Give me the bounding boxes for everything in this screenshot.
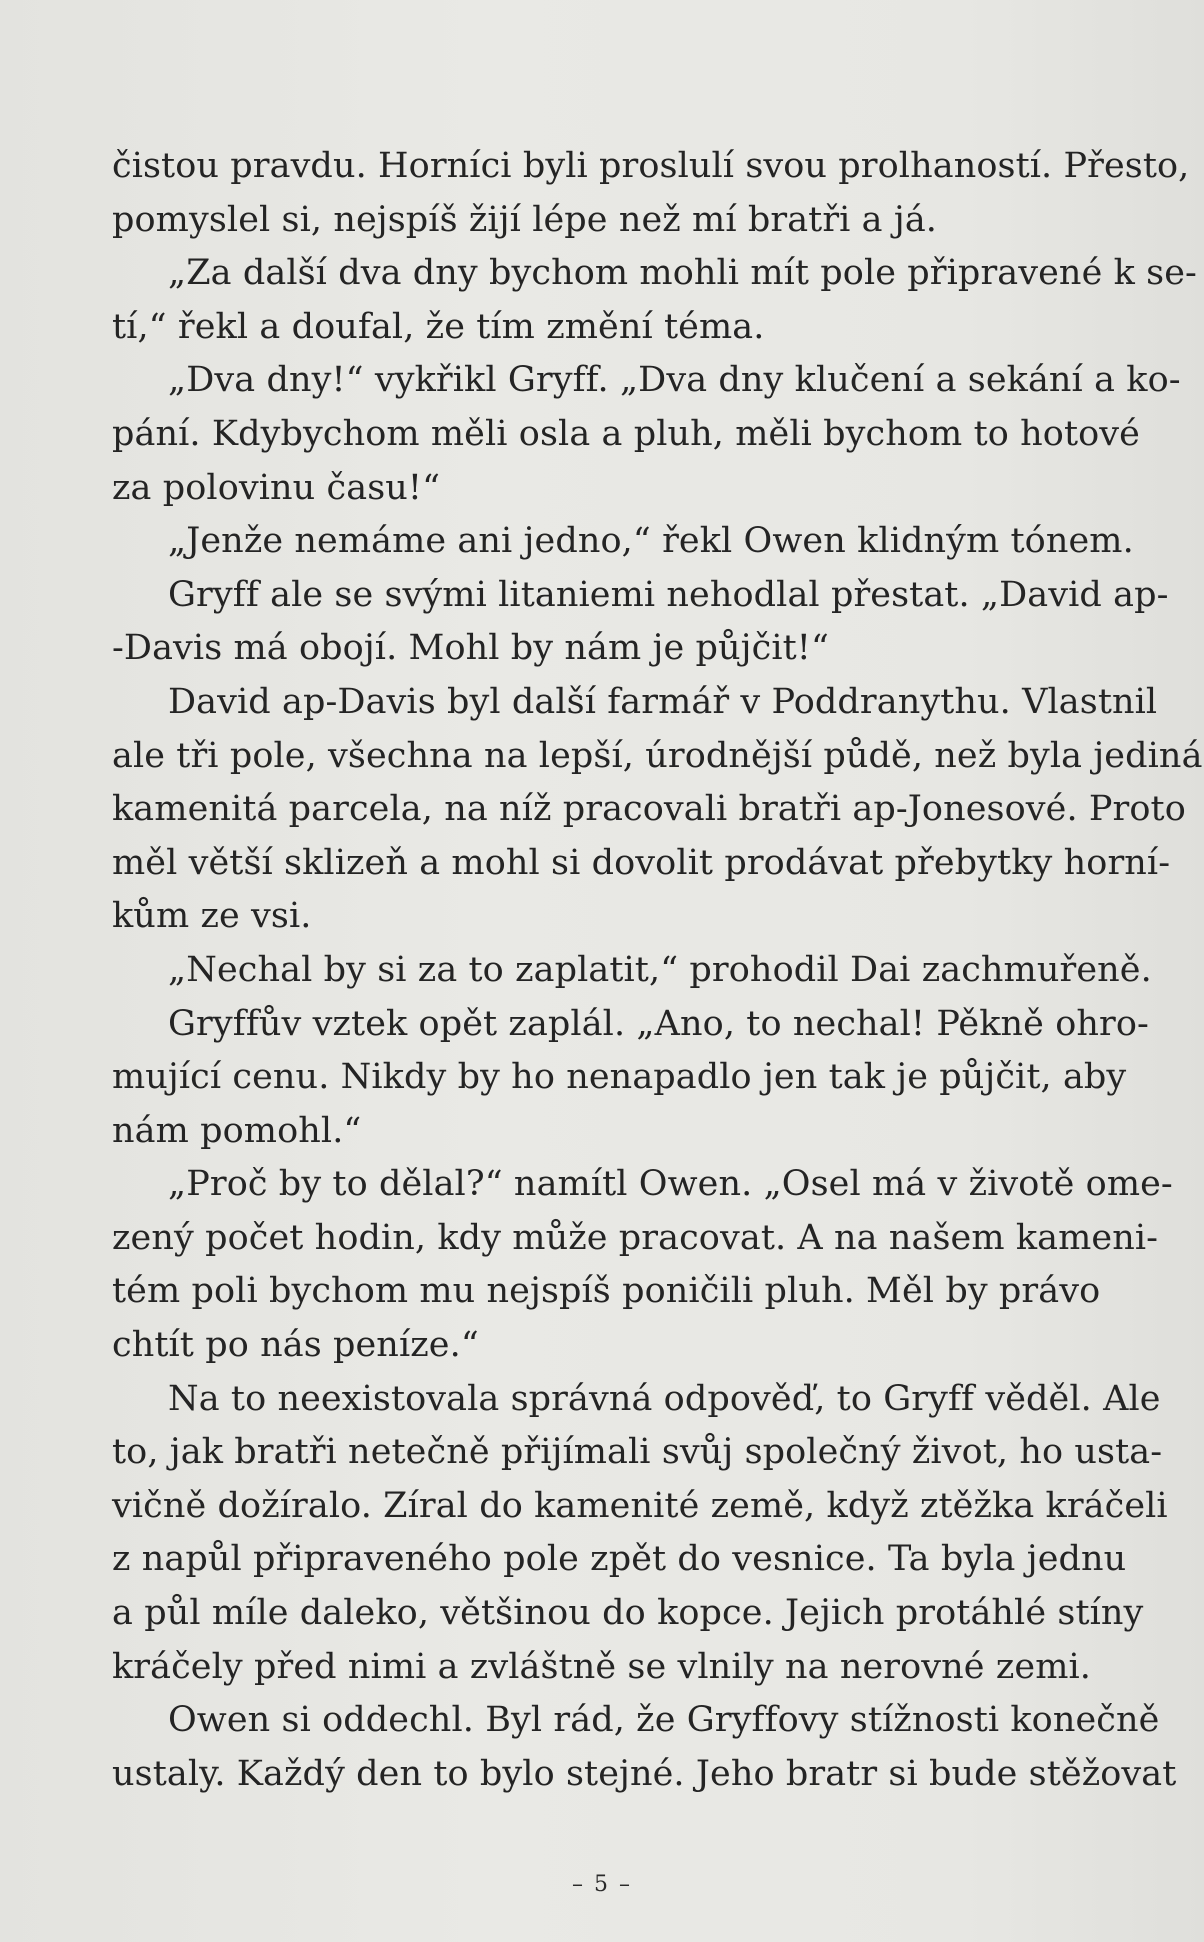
text-line: „Proč by to dělal?“ namítl Owen. „Osel má v životě ome- [168, 1164, 1173, 1205]
text-line: kamenitá parcela, na níž pracovali bratři ap-Jonesové. Proto [112, 789, 1186, 830]
text-line: pání. Kdybychom měli osla a pluh, měli bychom to hotové [112, 413, 1140, 454]
text-line: a půl míle daleko, většinou do kopce. Jejich protáhlé stíny [112, 1593, 1144, 1634]
text-line: zený počet hodin, kdy může pracovat. A na našem kameni- [112, 1217, 1159, 1258]
text-line: Gryffův vztek opět zaplál. „Ano, to nechal! Pěkně ohro- [168, 1003, 1149, 1044]
text-line: Gryff ale se svými litaniemi nehodlal přestat. „David ap- [168, 574, 1169, 615]
text-line: kům ze vsi. [112, 896, 312, 937]
text-line: Owen si oddechl. Byl rád, že Gryffovy stížnosti konečně [168, 1700, 1160, 1741]
text-line: ustaly. Každý den to bylo stejné. Jeho bratr si bude stěžovat [112, 1753, 1177, 1794]
page-number: – 5 – [572, 1872, 632, 1897]
text-line: Na to neexistovala správná odpověď, to Gryff věděl. Ale [168, 1378, 1161, 1419]
text-line: vičně dožíralo. Zíral do kamenité země, když ztěžka kráčeli [112, 1485, 1168, 1526]
text-line: ale tři pole, všechna na lepší, úrodnější půdě, než byla jediná [112, 735, 1203, 776]
text-line: to, jak bratři netečně přijímali svůj společný život, ho usta- [112, 1432, 1163, 1473]
text-line: nám pomohl.“ [112, 1110, 362, 1151]
body-text [112, 140, 1203, 1801]
text-line: „Za další dva dny bychom mohli mít pole připravené k se- [168, 253, 1197, 294]
text-line: pomyslel si, nejspíš žijí lépe než mí bratři a já. [112, 199, 938, 240]
text-line: mující cenu. Nikdy by ho nenapadlo jen tak je půjčit, aby [112, 1057, 1127, 1098]
text-line: „Jenže nemáme ani jedno,“ řekl Owen klidným tónem. [168, 521, 1134, 562]
text-line: tí,“ řekl a doufal, že tím změní téma. [112, 306, 765, 347]
text-line: -Davis má obojí. Mohl by nám je půjčit!“ [112, 628, 829, 669]
text-line: tém poli bychom mu nejspíš poničili pluh. Měl by právo [112, 1271, 1101, 1312]
text-line: „Nechal by si za to zaplatit,“ prohodil Dai zachmuřeně. [168, 949, 1152, 990]
text-line: z napůl připraveného pole zpět do vesnice. Ta byla jednu [112, 1539, 1127, 1580]
text-line: chtít po nás peníze.“ [112, 1325, 479, 1366]
text-line: měl větší sklizeň a mohl si dovolit prodávat přebytky horní- [112, 842, 1171, 883]
text-line: kráčely před nimi a zvláštně se vlnily na nerovné zemi. [112, 1646, 1092, 1687]
text-line: David ap-Davis byl další farmář v Poddranythu. Vlastnil [168, 681, 1158, 722]
text-line: „Dva dny!“ vykřikl Gryff. „Dva dny klučení a sekání a ko- [168, 360, 1181, 401]
text-line: čistou pravdu. Horníci byli proslulí svou prolhaností. Přesto, [112, 146, 1190, 186]
text-line: za polovinu času!“ [112, 467, 441, 508]
